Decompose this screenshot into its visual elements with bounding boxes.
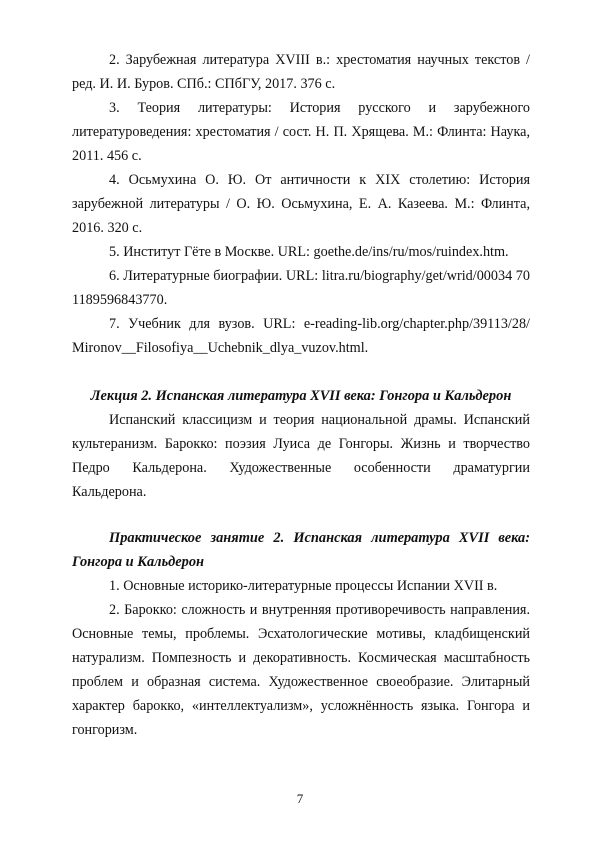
- practical-item: 1. Основные историко-литературные процессы Испании XVII в.: [109, 578, 498, 594]
- reference-item: 6. Литературные биографии. URL: litra.ru/biography/get/wrid/00034 701189596843770.: [72, 268, 530, 308]
- practical-title: Практическое занятие 2. Испанская литература XVII века: Гонгора и Кальдерон: [72, 530, 530, 570]
- reference-item: 5. Институт Гёте в Москве. URL: goethe.de/ins/ru/mos/ruindex.htm.: [109, 244, 509, 260]
- reference-item: 2. Зарубежная литература XVIII в.: хрестоматия научных текстов / ред. И. И. Буров. СПб.: СПбГУ, 2017. 376 с.: [72, 52, 530, 92]
- reference-item: 7. Учебник для вузов. URL: e-reading-lib.org/chapter.php/39113/28/ Mironov__Filosofiya__Uchebnik_dlya_vuzov.html.: [72, 316, 530, 356]
- lecture-text: Испанский классицизм и теория национальной драмы. Испанский культеранизм. Барокко: поэзия Луиса де Гонгоры. Жизнь и творчество Педро Кальдерона. Художественные особенности драматургии Кальдерона.: [72, 412, 530, 500]
- reference-item: 4. Осьмухина О. Ю. От античности к XIX столетию: История зарубежной литературы / О. Ю. Осьмухина, Е. А. Казеева. М.: Флинта, 2016. 320 с.: [72, 172, 530, 236]
- reference-item: 3. Теория литературы: История русского и зарубежного литературоведения: хрестоматия / сост. Н. П. Хрящева. М.: Флинта: Наука, 2011. 456 с.: [72, 100, 530, 164]
- lecture-title: Лекция 2. Испанская литература XVII века: Гонгора и Кальдерон: [90, 388, 512, 404]
- document-page: [72, 48, 530, 742]
- page-number: 7: [296, 791, 304, 806]
- practical-item: 2. Барокко: сложность и внутренняя противоречивость направления. Основные темы, проблемы. Эсхатологические мотивы, кладбищенский натурализм. Помпезность и декоративность. Космическая масштабность проблем и образная система. Художественное своеобразие. Элитарный характер барокко, «интеллектуализм», усложнённость языка. Гонгора и гонгоризм.: [72, 602, 530, 738]
